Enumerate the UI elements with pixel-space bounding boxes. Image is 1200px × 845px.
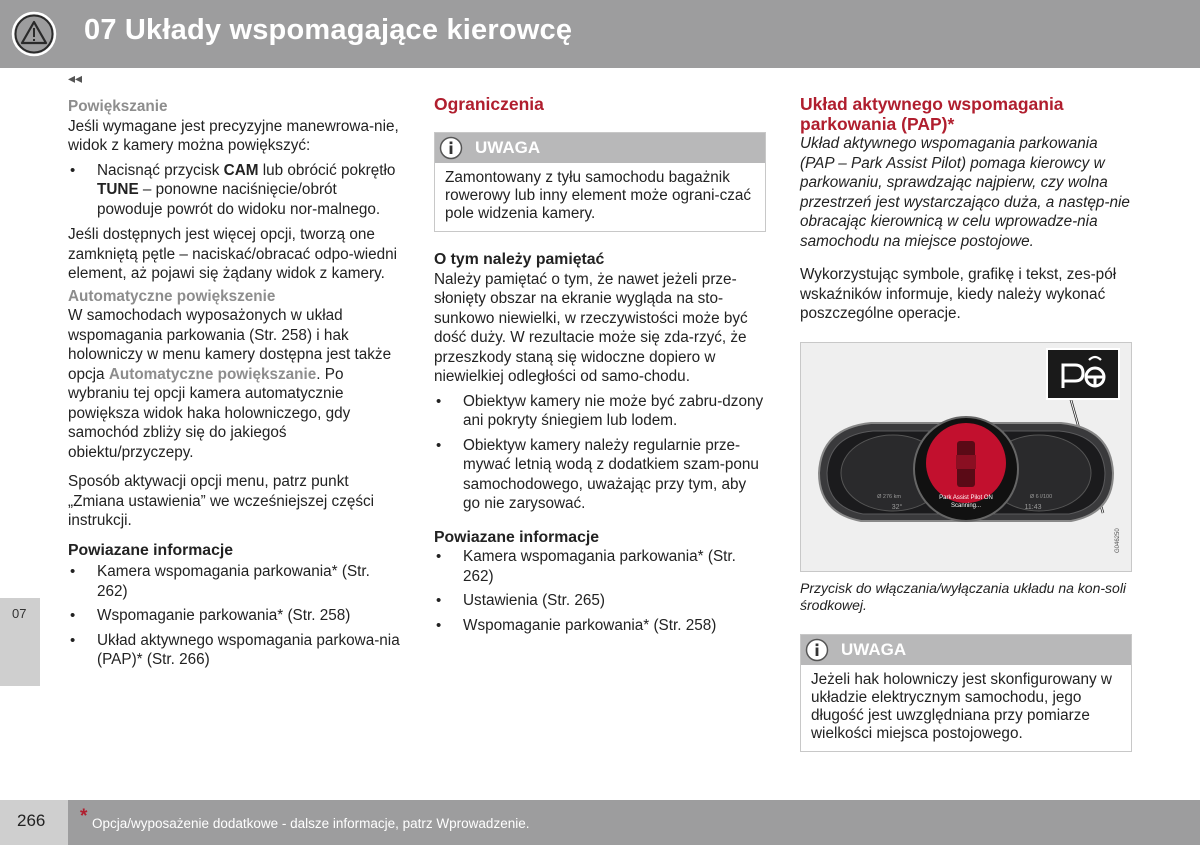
- column-2: [434, 94, 766, 635]
- paragraph: Sposób aktywacji opcji menu, patrz punkt „Zmiana ustawienia” we wcześniejszej części instrukcji.: [68, 473, 375, 529]
- note-text: Jeżeli hak holowniczy jest skonfigurowany w układzie elektrycznym samochodu, jego długość jest uwzględniana przy pomiarze wielkości miejsca postojowego.: [811, 670, 1112, 742]
- related-link[interactable]: • Układ aktywnego wspomagania parkowa-nia (PAP)* (Str. 266): [68, 631, 402, 670]
- page-number: 266: [17, 811, 46, 830]
- note-label: UWAGA: [841, 639, 907, 659]
- related-link[interactable]: • Kamera wspomagania parkowania* (Str. 262): [434, 547, 766, 586]
- cluster-right-small: Ø 6 l/100: [1029, 493, 1053, 500]
- list-item: • Obiektyw kamery nie może być zabru-dzony ani pokryty śniegiem lub lodem.: [434, 392, 766, 431]
- paragraph: Wykorzystując symbole, grafikę i tekst, zes-pół wskaźników informuje, kiedy należy wykonać poszczególne operacje.: [800, 266, 1117, 322]
- heading-powiekszanie: Powiększanie: [68, 98, 168, 115]
- paragraph: W samochodach wyposażonych w układ wspomagania parkowania (Str. 258) i hak holowniczy w menu kamery dostępna jest także opcja Automatyczne powiększanie. Po wybraniu tej opcji kamera automatycznie powiększa widok haka holowniczego, gdy samochód zbliży się do jakiegoś obiektu/przyczepy.: [68, 307, 392, 461]
- chapter-number: 07: [12, 606, 27, 621]
- info-icon: [805, 638, 829, 662]
- tune-key: TUNE: [97, 181, 139, 198]
- column-1: [68, 94, 402, 670]
- heading-pap: Układ aktywnego wspomagania parkowania (PAP)*: [800, 94, 1064, 134]
- footnote-text: Opcja/wyposażenie dodatkowe - dalsze informacje, patrz Wprowadzenie.: [92, 816, 530, 831]
- heading-related: Powiazane informacje: [68, 541, 234, 559]
- column-3: [800, 94, 1132, 752]
- note-header: [801, 635, 1131, 665]
- cluster-screen-line2: Scanning...: [950, 502, 982, 509]
- figure-caption: Przycisk do włączania/wyłączania układu na kon-soli środkowej.: [800, 579, 1127, 613]
- chapter-title: 07 Układy wspomagające kierowcę: [84, 14, 573, 46]
- list-item: • Nacisnąć przycisk CAM lub obrócić pokrętło TUNE – ponowne naciśnięcie/obrót powoduje powrót do widoku nor-malnego.: [68, 161, 402, 220]
- warning-triangle-icon: [0, 0, 68, 68]
- note-header: [435, 133, 765, 163]
- note-box: [434, 132, 766, 232]
- paragraph: Należy pamiętać o tym, że nawet jeżeli prze-słonięty obszar na ekranie wygląda na sto-sunkowo niewielki, w rzeczywistości może być dość duży. W rezultacie może się zda-rzyć, że przeszkody staną się widoczne dopiero w niewielkiej odległości od samo-chodu.: [434, 270, 748, 385]
- related-link[interactable]: • Wspomaganie parkowania* (Str. 258): [434, 616, 766, 636]
- heading-automatyczne: Automatyczne powiększenie: [68, 287, 276, 305]
- note-text: Zamontowany z tyłu samochodu bagażnik rowerowy lub inny element może ograni-czać pole widzenia kamery.: [445, 169, 752, 222]
- chapter-side-tab: [0, 598, 40, 686]
- menu-option-name: Automatyczne powiększanie: [108, 365, 317, 383]
- related-link[interactable]: • Wspomaganie parkowania* (Str. 258): [68, 606, 402, 626]
- cluster-left-reading: 32°: [891, 503, 903, 511]
- heading-ograniczenia: Ograniczenia: [434, 94, 544, 114]
- info-icon: [439, 136, 463, 160]
- related-link[interactable]: • Kamera wspomagania parkowania* (Str. 262): [68, 562, 402, 601]
- instrument-cluster-illustration: [801, 343, 1131, 571]
- instrument-cluster-figure: [800, 342, 1132, 572]
- heading-remember: O tym należy pamiętać: [434, 251, 605, 268]
- note-box: [800, 634, 1132, 752]
- paragraph: Jeśli wymagane jest precyzyjne manewrowa-nie, widok z kamery można powiększyć:: [68, 117, 399, 154]
- page-number-box: [0, 800, 68, 845]
- note-label: UWAGA: [475, 138, 541, 157]
- related-link[interactable]: • Ustawienia (Str. 265): [434, 591, 766, 611]
- list-item: • Obiektyw kamery należy regularnie prze-mywać letnią wodą z dodatkiem szam-ponu samochodowego, uważając przy tym, aby go nie zarysować.: [434, 436, 766, 514]
- cluster-screen-line1: Park Assist Pilot ON: [939, 494, 993, 501]
- heading-related: Powiazane informacje: [434, 528, 600, 546]
- figure-code: G046250: [1115, 527, 1121, 553]
- paragraph: Jeśli dostępnych jest więcej opcji, tworzą one zamkniętą pętle – naciskać/obracać odpo-wiedni element, aż pojawi się żądany widok z kamery.: [68, 226, 398, 282]
- cluster-right-reading: 11:43: [1024, 503, 1042, 511]
- footnote-star: *: [80, 806, 88, 827]
- intro-paragraph: Układ aktywnego wspomagania parkowania (PAP – Park Assist Pilot) pomaga kierowcy w parkowaniu, sprawdzając najpierw, czy wolna przestrzeń jest wystarczająco duża, a następ-nie obracając kierownicą w celu wprowadze-nia samochodu na miejsce postojowe.: [800, 135, 1130, 250]
- back-nav-icon[interactable]: ◂◂: [68, 70, 83, 86]
- cam-key: CAM: [223, 161, 259, 179]
- cluster-left-small: Ø 276 km: [877, 493, 901, 500]
